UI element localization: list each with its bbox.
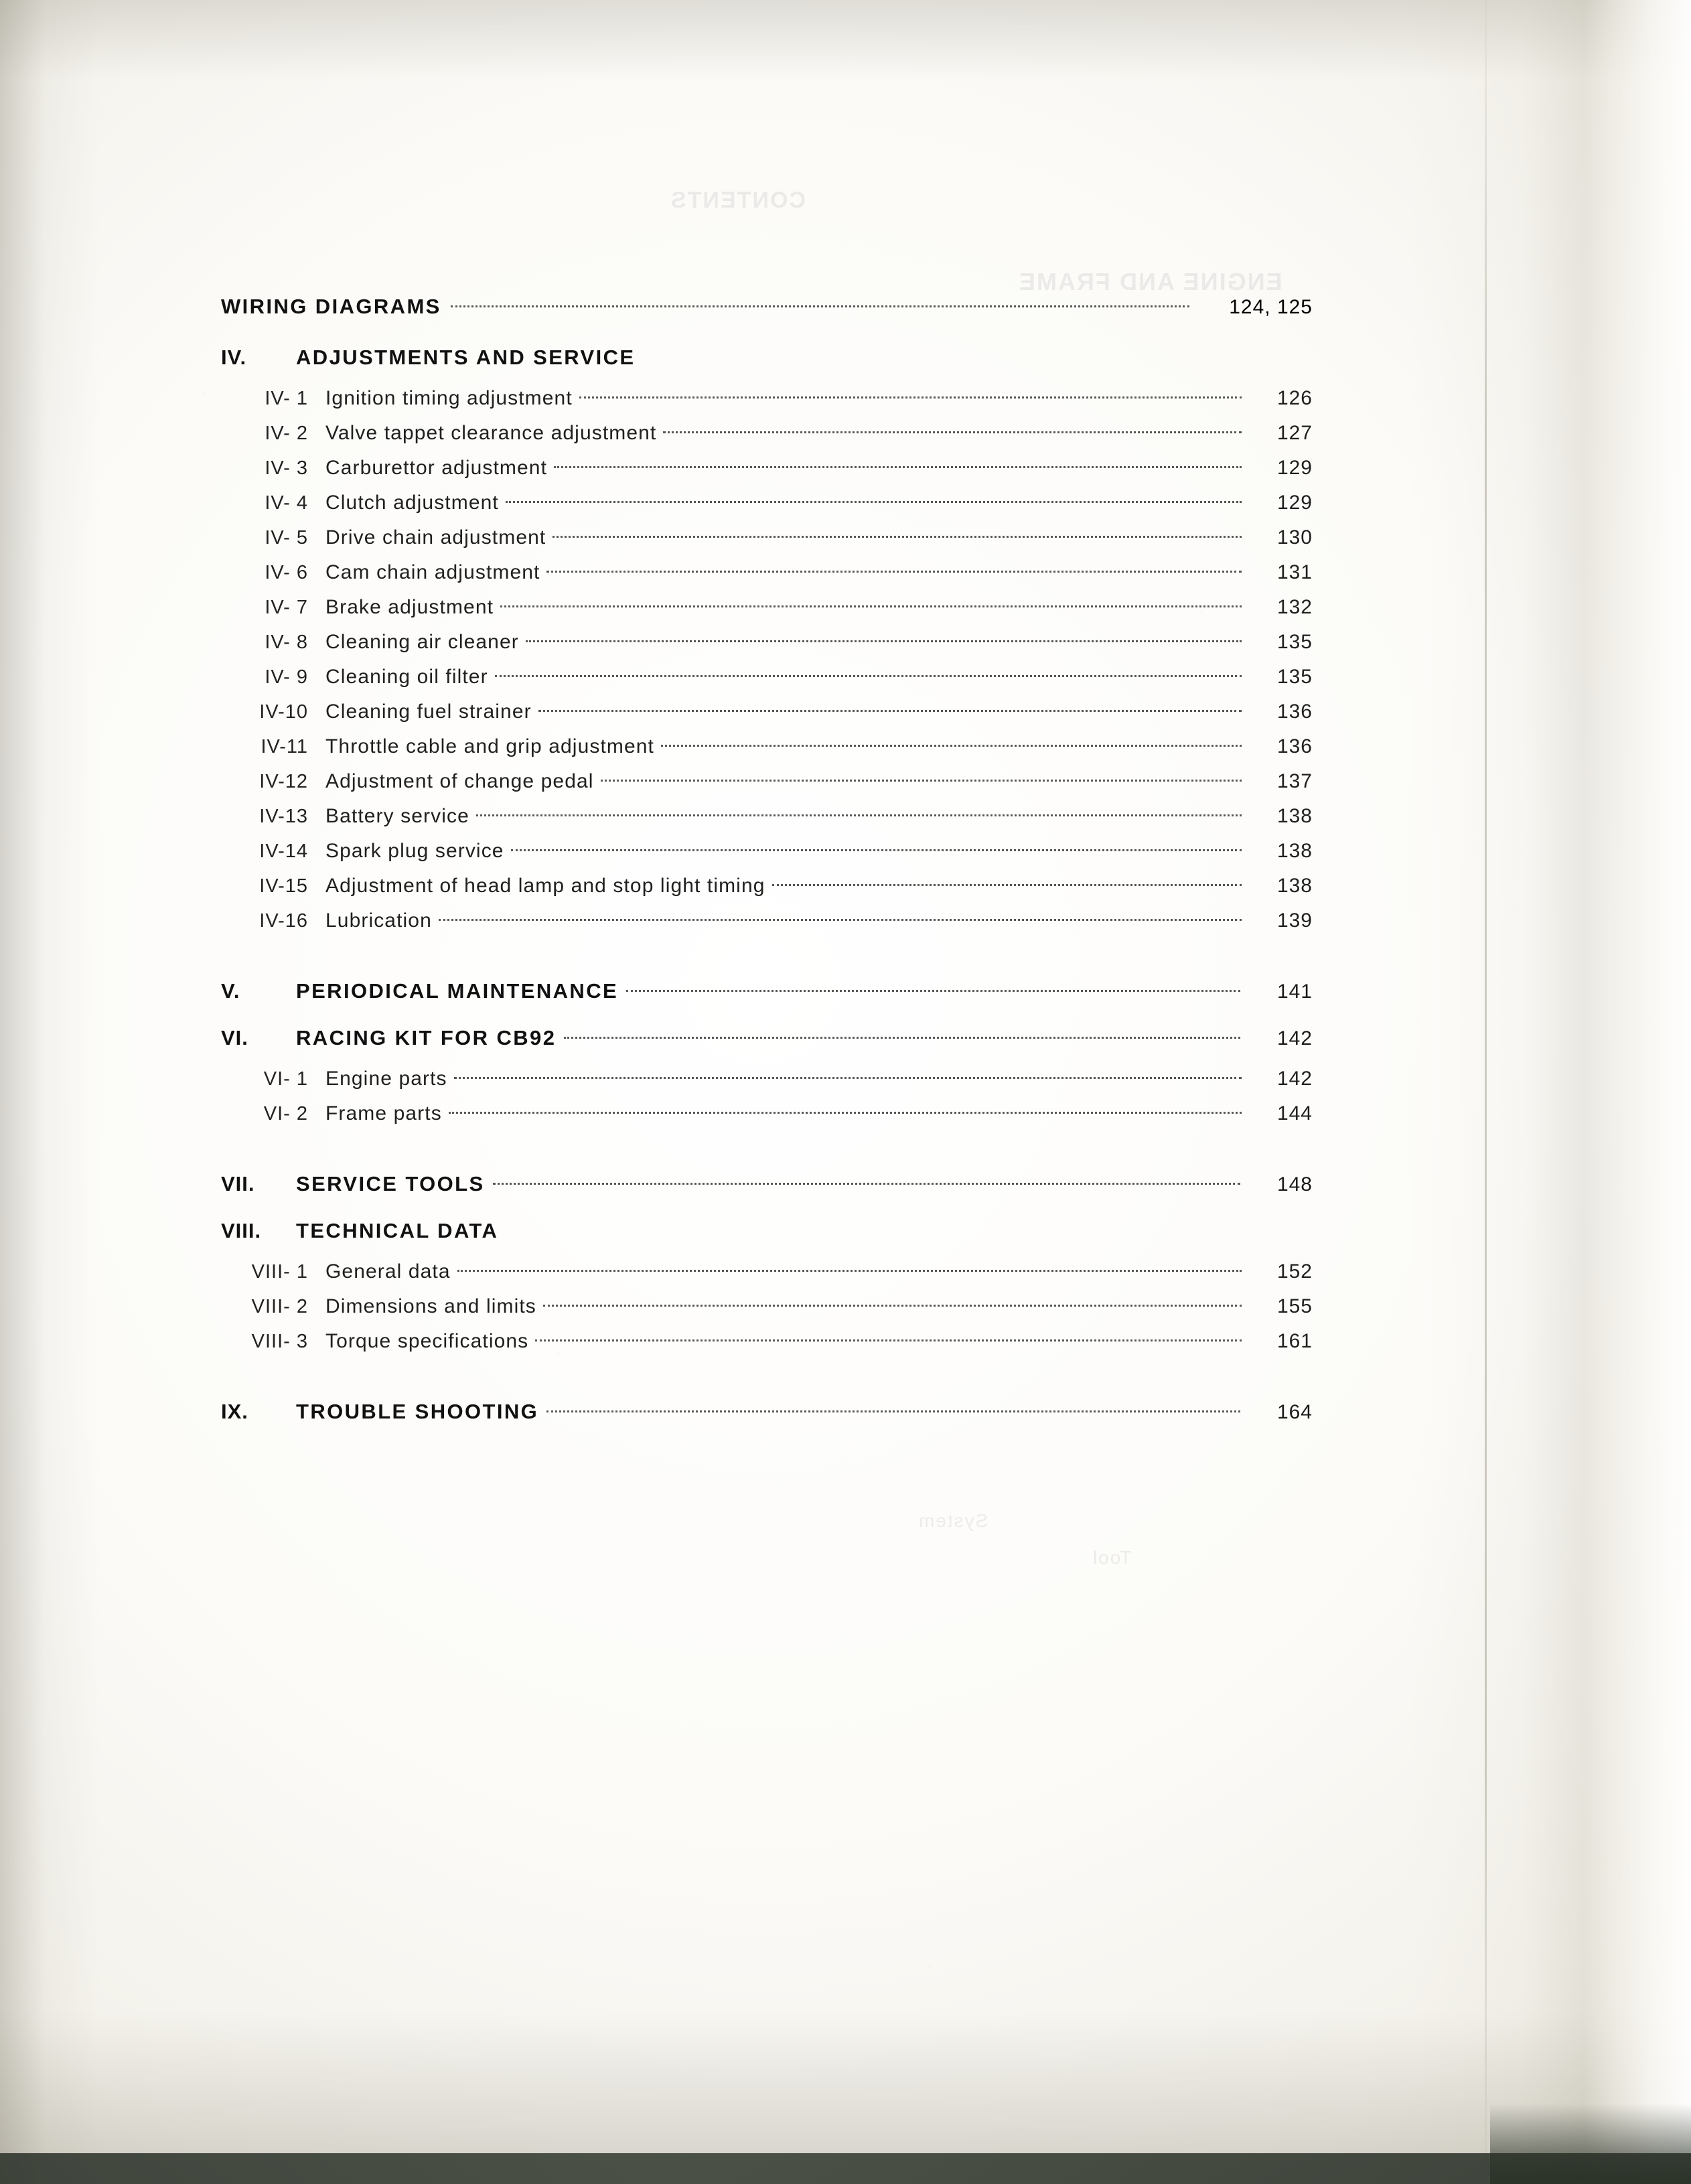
item-label: Adjustment of head lamp and stop light timing (325, 875, 765, 897)
item-label: Brake adjustment (325, 596, 494, 618)
page-gutter (1410, 0, 1691, 2184)
toc-section-viii[interactable] (214, 1219, 1313, 1243)
leader-dots (439, 919, 1242, 921)
toc-item[interactable] (214, 631, 1313, 654)
section-page: 148 (1276, 1173, 1313, 1195)
section-iv-items (214, 387, 1313, 932)
leader-dots (449, 1112, 1242, 1114)
item-label: Engine parts (325, 1068, 447, 1090)
item-label: Adjustment of change pedal (325, 770, 594, 792)
item-page: 152 (1276, 1260, 1313, 1283)
section-numeral: VI. (221, 1026, 248, 1049)
item-label: General data (325, 1260, 451, 1283)
leader-dots (772, 884, 1242, 886)
item-page: 132 (1276, 596, 1313, 618)
toc-item[interactable] (214, 1260, 1313, 1283)
section-numeral: IV. (221, 346, 247, 369)
item-label: Clutch adjustment (325, 492, 499, 514)
item-label: Carburettor adjustment (325, 457, 548, 479)
item-page: 136 (1276, 735, 1313, 757)
item-page: 161 (1276, 1330, 1313, 1352)
toc-item[interactable] (214, 909, 1313, 932)
item-page: 136 (1276, 701, 1313, 723)
toc-item[interactable] (214, 735, 1313, 758)
section-page: 141 (1276, 980, 1313, 1003)
item-label: Cleaning air cleaner (325, 631, 519, 653)
leader-dots (601, 780, 1242, 782)
section-numeral: V. (221, 979, 240, 1003)
toc-item[interactable] (214, 1068, 1313, 1090)
toc-item[interactable] (214, 875, 1313, 897)
section-numeral: IX. (221, 1400, 248, 1423)
item-label: Torque specifications (325, 1330, 529, 1352)
leader-dots (457, 1270, 1242, 1272)
item-label: Cleaning oil filter (325, 666, 488, 688)
section-title: SERVICE TOOLS (296, 1172, 485, 1195)
item-label: Spark plug service (325, 840, 504, 862)
leader-dots (553, 536, 1242, 538)
scan-background-strip (0, 2153, 1691, 2184)
leader-dots (495, 675, 1242, 677)
item-label: Lubrication (325, 909, 432, 932)
leader-dots (564, 1037, 1240, 1039)
toc-item[interactable] (214, 596, 1313, 619)
scan-shadow-left (0, 0, 100, 2184)
item-number: IV- 5 (265, 527, 308, 549)
section-vi-items (214, 1068, 1313, 1125)
toc-item[interactable] (214, 701, 1313, 723)
leader-dots (543, 1305, 1242, 1307)
leader-dots (535, 1339, 1242, 1341)
toc-entry-label: WIRING DIAGRAMS (221, 295, 441, 318)
toc-item[interactable] (214, 805, 1313, 828)
item-number: IV- 9 (265, 666, 308, 688)
item-number: IV-14 (259, 841, 308, 862)
leader-dots (476, 814, 1242, 816)
section-viii-items (214, 1260, 1313, 1353)
leader-dots (493, 1183, 1240, 1185)
section-title: PERIODICAL MAINTENANCE (296, 979, 619, 1003)
toc-section-v[interactable] (214, 979, 1313, 1003)
leader-dots (506, 501, 1242, 503)
toc-entry-pages: 124, 125 (1229, 296, 1313, 318)
item-label: Cleaning fuel strainer (325, 701, 532, 723)
item-label: Valve tappet clearance adjustment (325, 422, 657, 444)
item-page: 139 (1276, 909, 1313, 932)
toc-section-ix[interactable] (214, 1400, 1313, 1424)
item-page: 144 (1276, 1102, 1313, 1124)
item-number: VIII- 2 (251, 1296, 308, 1317)
toc-item[interactable] (214, 422, 1313, 445)
item-label: Drive chain adjustment (325, 526, 546, 549)
toc-entry-wiring-diagrams[interactable] (214, 295, 1313, 319)
toc-item[interactable] (214, 457, 1313, 480)
item-page: 137 (1276, 770, 1313, 792)
toc-item[interactable] (214, 492, 1313, 514)
leader-dots (538, 710, 1242, 712)
item-number: IV- 7 (265, 597, 308, 618)
item-number: IV-15 (259, 875, 308, 897)
leader-dots (454, 1077, 1242, 1079)
item-page: 155 (1276, 1295, 1313, 1317)
toc-section-vii[interactable] (214, 1172, 1313, 1196)
toc-item[interactable] (214, 1295, 1313, 1318)
item-number: IV- 6 (265, 562, 308, 583)
item-label: Frame parts (325, 1102, 442, 1124)
item-page: 138 (1276, 805, 1313, 827)
leader-dots (546, 1410, 1240, 1412)
item-number: IV- 2 (265, 423, 308, 444)
section-numeral: VII. (221, 1172, 255, 1195)
item-page: 142 (1276, 1068, 1313, 1090)
toc-item[interactable] (214, 387, 1313, 410)
item-page: 135 (1276, 631, 1313, 653)
item-page: 131 (1276, 561, 1313, 583)
item-page: 138 (1276, 875, 1313, 897)
item-number: IV- 3 (265, 457, 308, 479)
item-number: IV-11 (261, 736, 308, 757)
section-page: 142 (1276, 1027, 1313, 1049)
item-number: IV-16 (259, 910, 308, 932)
leader-dots (579, 396, 1242, 398)
section-page: 164 (1276, 1401, 1313, 1423)
section-numeral: VIII. (221, 1219, 262, 1242)
leader-dots (500, 605, 1242, 607)
item-label: Cam chain adjustment (325, 561, 540, 583)
item-page: 138 (1276, 840, 1313, 862)
item-number: VI- 1 (263, 1068, 308, 1090)
item-page: 129 (1276, 457, 1313, 479)
item-label: Throttle cable and grip adjustment (325, 735, 654, 757)
item-label: Ignition timing adjustment (325, 387, 573, 409)
toc-section-iv[interactable] (214, 346, 1313, 370)
item-page: 126 (1276, 387, 1313, 409)
toc-item[interactable] (214, 1330, 1313, 1353)
toc-section-vi[interactable] (214, 1026, 1313, 1050)
item-number: IV-12 (259, 771, 308, 792)
section-title: ADJUSTMENTS AND SERVICE (296, 346, 636, 369)
toc-item[interactable] (214, 561, 1313, 584)
leader-dots (511, 849, 1242, 851)
toc-item[interactable] (214, 770, 1313, 793)
item-number: VIII- 3 (251, 1331, 308, 1352)
item-number: IV- 4 (265, 492, 308, 514)
toc-item[interactable] (214, 526, 1313, 549)
toc-item[interactable] (214, 1102, 1313, 1125)
item-label: Dimensions and limits (325, 1295, 536, 1317)
leader-dots (554, 466, 1242, 468)
item-number: IV- 8 (265, 632, 308, 653)
item-number: IV- 1 (265, 388, 308, 409)
section-title: RACING KIT FOR CB92 (296, 1026, 557, 1049)
leader-dots (663, 431, 1242, 433)
item-page: 130 (1276, 526, 1313, 549)
toc-content (214, 295, 1313, 1441)
leader-dots (626, 990, 1240, 992)
leader-dots (451, 305, 1189, 307)
scan-background-corner (1490, 2104, 1691, 2184)
leader-dots (526, 640, 1242, 642)
item-label: Battery service (325, 805, 469, 827)
page-edge-line (1485, 0, 1487, 2184)
item-number: VIII- 1 (251, 1261, 308, 1283)
item-number: IV-13 (259, 806, 308, 827)
item-page: 135 (1276, 666, 1313, 688)
leader-dots (661, 745, 1242, 747)
section-title: TROUBLE SHOOTING (296, 1400, 539, 1423)
section-title: TECHNICAL DATA (296, 1219, 499, 1242)
leader-dots (546, 571, 1242, 573)
item-number: IV-10 (259, 701, 308, 723)
toc-item[interactable] (214, 840, 1313, 863)
item-page: 127 (1276, 422, 1313, 444)
item-page: 129 (1276, 492, 1313, 514)
item-number: VI- 2 (263, 1103, 308, 1124)
toc-item[interactable] (214, 666, 1313, 688)
